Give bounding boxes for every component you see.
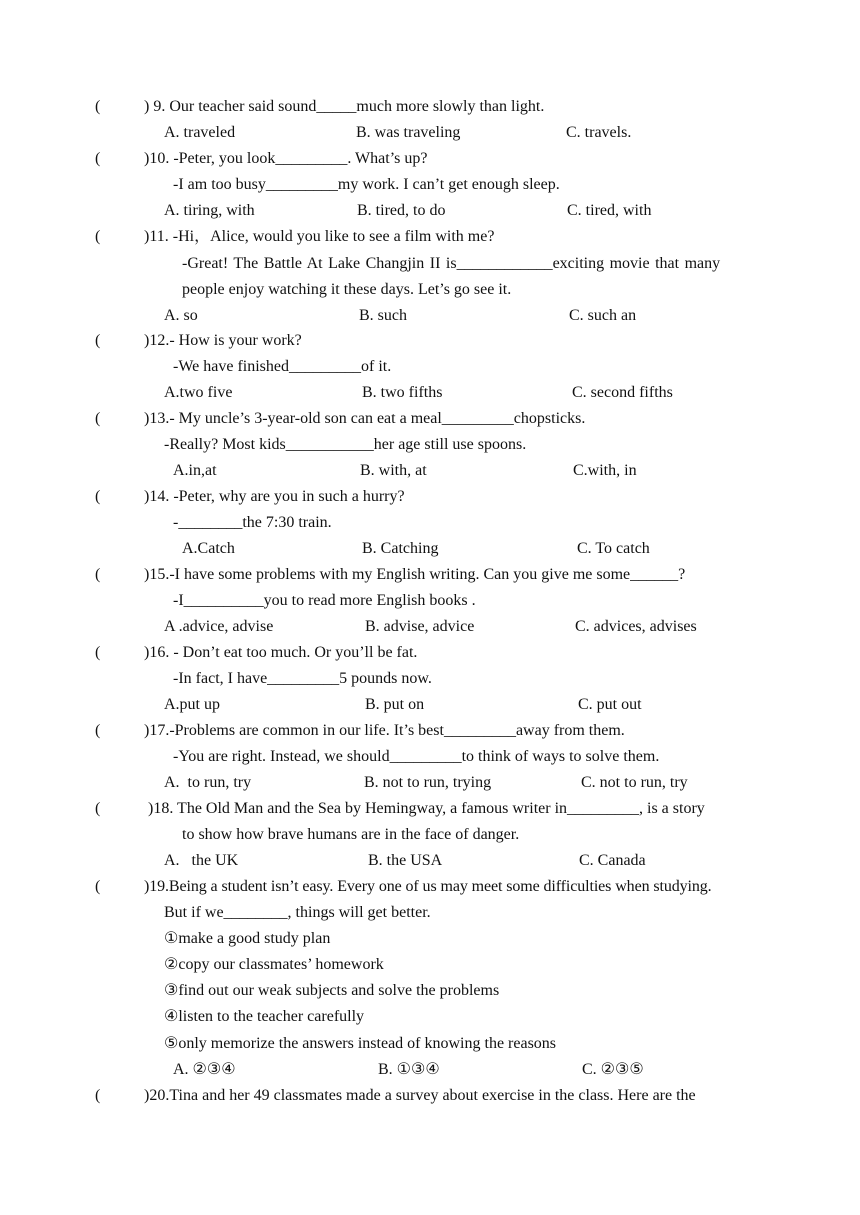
q12-line2: -We have finished_________of it. <box>173 358 392 375</box>
q15-option-c: C. advices, advises <box>575 618 697 635</box>
q17-option-c: C. not to run, try <box>581 774 688 791</box>
q16-option-c: C. put out <box>578 696 642 713</box>
q13-option-c: C.with, in <box>573 462 637 479</box>
q16-stem: )16. - Don’t eat too much. Or you’ll be fat. <box>144 644 418 661</box>
q11-option-c: C. such an <box>569 307 637 324</box>
q19-item-2: ②copy our classmates’ homework <box>164 956 384 973</box>
q12-stem: )12.- How is your work? <box>144 332 302 349</box>
answer-bracket[interactable]: ( <box>95 228 101 245</box>
q19-item-3: ③find out our weak subjects and solve the problems <box>164 982 500 999</box>
q16-option-b: B. put on <box>365 696 425 713</box>
q13-line2: -Really? Most kids___________her age still use spoons. <box>164 436 527 453</box>
q18-option-b: B. the USA <box>368 852 443 869</box>
q19-line2: But if we________, things will get better. <box>164 904 431 921</box>
answer-bracket[interactable]: ( <box>95 644 101 661</box>
q13-option-a: A.in,at <box>173 462 217 479</box>
answer-bracket[interactable]: ( <box>95 722 101 739</box>
q11-option-b: B. such <box>359 307 407 324</box>
q15-line2: -I__________you to read more English books . <box>173 592 476 609</box>
answer-bracket[interactable]: ( <box>95 98 101 115</box>
q13-option-b: B. with, at <box>360 462 427 479</box>
q15-option-a: A .advice, advise <box>164 618 274 635</box>
q18-stem: )18. The Old Man and the Sea by Hemingway, a famous writer in_________, is a story <box>148 800 705 817</box>
answer-bracket[interactable]: ( <box>95 1087 101 1104</box>
q14-option-c: C. To catch <box>577 540 650 557</box>
q12-option-b: B. two fifths <box>362 384 443 401</box>
q12-option-c: C. second fifths <box>572 384 673 401</box>
q17-option-b: B. not to run, trying <box>364 774 492 791</box>
q9-option-a: A. traveled <box>164 124 236 141</box>
q16-line2: -In fact, I have_________5 pounds now. <box>173 670 432 687</box>
q10-stem: )10. -Peter, you look_________. What’s up? <box>144 150 428 167</box>
q11-line2: -Great! The Battle At Lake Changjin II is____________exciting movie that many <box>182 255 721 272</box>
q19-option-a: A. ②③④ <box>173 1061 236 1078</box>
q9-stem: ) 9. Our teacher said sound_____much more slowly than light. <box>144 98 545 115</box>
q17-option-a: A. to run, try <box>164 774 252 791</box>
q14-line2: -________the 7:30 train. <box>173 514 332 531</box>
q11-option-a: A. so <box>164 307 198 324</box>
q20-stem: )20.Tina and her 49 classmates made a survey about exercise in the class. Here are the <box>144 1087 696 1104</box>
answer-bracket[interactable]: ( <box>95 332 101 349</box>
q19-stem: )19.Being a student isn’t easy. Every one of us may meet some difficulties when studying. <box>144 878 712 895</box>
answer-bracket[interactable]: ( <box>95 566 101 583</box>
q14-option-b: B. Catching <box>362 540 439 557</box>
q10-line2: -I am too busy_________my work. I can’t get enough sleep. <box>173 176 560 193</box>
q14-option-a: A.Catch <box>182 540 235 557</box>
q19-item-1: ①make a good study plan <box>164 930 331 947</box>
q9-option-c: C. travels. <box>566 124 632 141</box>
q18-option-a: A. the UK <box>164 852 239 869</box>
q11-line3: people enjoy watching it these days. Let’s go see it. <box>182 281 512 298</box>
q18-line2: to show how brave humans are in the face of danger. <box>182 826 520 843</box>
q11-stem: )11. -Hi，Alice, would you like to see a film with me? <box>144 228 495 245</box>
q19-item-5: ⑤only memorize the answers instead of knowing the reasons <box>164 1035 557 1052</box>
q16-option-a: A.put up <box>164 696 220 713</box>
q13-stem: )13.- My uncle’s 3-year-old son can eat a meal_________chopsticks. <box>144 410 586 427</box>
answer-bracket[interactable]: ( <box>95 410 101 427</box>
answer-bracket[interactable]: ( <box>95 878 101 895</box>
q14-stem: )14. -Peter, why are you in such a hurry? <box>144 488 405 505</box>
answer-bracket[interactable]: ( <box>95 800 101 817</box>
q17-stem: )17.-Problems are common in our life. It’s best_________away from them. <box>144 722 625 739</box>
answer-bracket[interactable]: ( <box>95 150 101 167</box>
q10-option-b: B. tired, to do <box>357 202 446 219</box>
q18-option-c: C. Canada <box>579 852 646 869</box>
q19-option-b: B. ①③④ <box>378 1061 440 1078</box>
q19-item-4: ④listen to the teacher carefully <box>164 1008 365 1025</box>
q10-option-c: C. tired, with <box>567 202 652 219</box>
q15-stem: )15.-I have some problems with my English writing. Can you give me some______? <box>144 566 686 583</box>
q15-option-b: B. advise, advice <box>365 618 475 635</box>
q10-option-a: A. tiring, with <box>164 202 255 219</box>
q9-option-b: B. was traveling <box>356 124 461 141</box>
q19-option-c: C. ②③⑤ <box>582 1061 644 1078</box>
answer-bracket[interactable]: ( <box>95 488 101 505</box>
q17-line2: -You are right. Instead, we should_________to think of ways to solve them. <box>173 748 660 765</box>
q12-option-a: A.two five <box>164 384 233 401</box>
